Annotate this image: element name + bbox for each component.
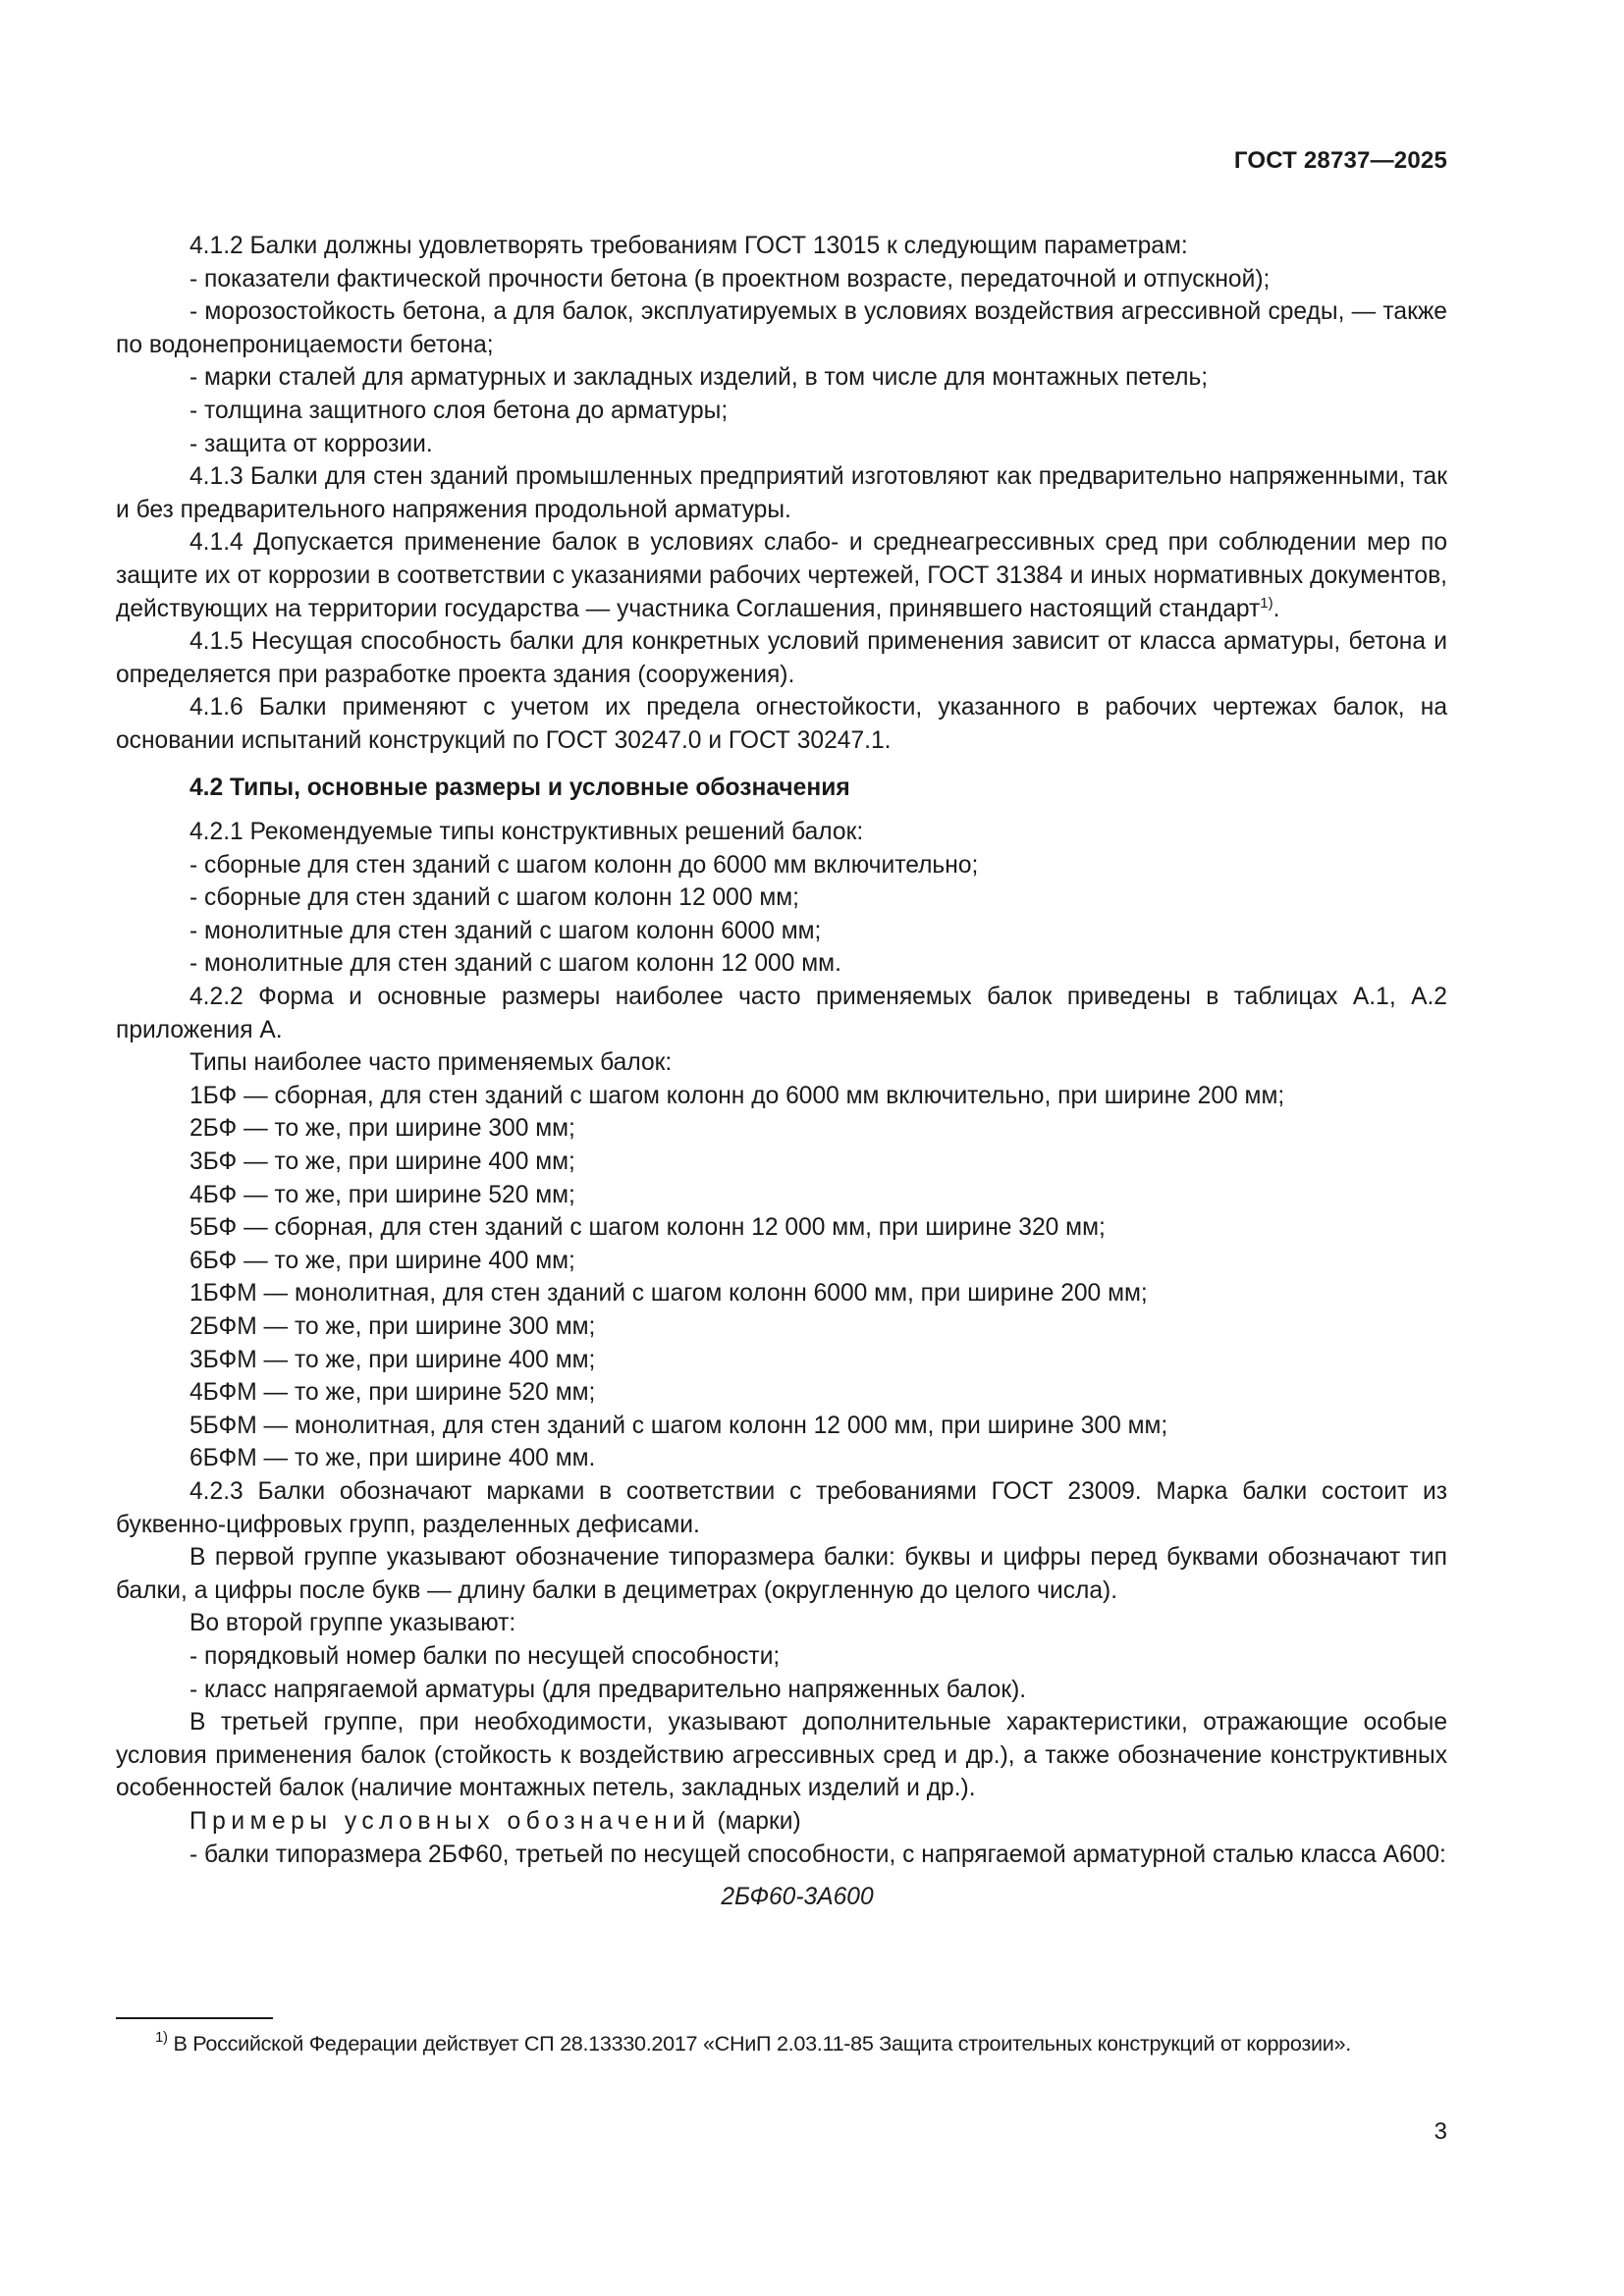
type-item: 5БФМ — монолитная, для стен зданий с шагом колонн 12 000 мм, при ширине 300 мм; xyxy=(189,1412,1168,1439)
paragraph-4-1-5: 4.1.5 Несущая способность балки для конкретных условий применения зависит от класса арматуры, бетона и определяется при разработке проекта здания (сооружения). xyxy=(116,628,1447,688)
paragraph-4-1-2: 4.1.2 Балки должны удовлетворять требованиям ГОСТ 13015 к следующим параметрам: xyxy=(189,233,1188,259)
list-item: - морозостойкость бетона, а для балок, эксплуатируемых в условиях воздействия агрессивной среды, — также по водонепроницаемости бетона; xyxy=(116,298,1447,358)
type-item: 2БФМ — то же, при ширине 300 мм; xyxy=(189,1313,596,1340)
paragraph-group-2: Во второй группе указывают: xyxy=(189,1610,516,1637)
section-heading-4-2: 4.2 Типы, основные размеры и условные обозначения xyxy=(189,774,850,801)
type-item: 1БФ — сборная, для стен зданий с шагом колонн до 6000 мм включительно, при ширине 200 мм; xyxy=(189,1082,1285,1109)
footnote-marker: 1) xyxy=(155,2029,168,2046)
example-item: - балки типоразмера 2БФ60, третьей по несущей способности, с напрягаемой арматурной сталью класса А600: xyxy=(189,1841,1446,1868)
list-item: - класс напрягаемой арматуры (для предварительно напряженных балок). xyxy=(189,1676,1027,1703)
examples-heading xyxy=(116,1805,1447,1839)
paragraph-4-1-3: 4.1.3 Балки для стен зданий промышленных предприятий изготовляют как предварительно напряженными, так и без предварительного напряжения продольной арматуры. xyxy=(116,463,1447,523)
example-formula: 2БФ60-3А600 xyxy=(721,1884,874,1911)
list-item: - сборные для стен зданий с шагом колонн до 6000 мм включительно; xyxy=(189,851,979,879)
types-intro: Типы наиболее часто применяемых балок: xyxy=(189,1049,673,1077)
examples-label: Примеры условных обозначений xyxy=(189,1807,711,1835)
list-item: - монолитные для стен зданий с шагом колонн 12 000 мм. xyxy=(189,950,841,978)
paragraph-group-3: В третьей группе, при необходимости, указывают дополнительные характеристики, отражающие особые условия применения балок (стойкость к воздействию агрессивных сред и др.), а также обозначение конструктивных особенностей балок (наличие монтажных петель, закладных изделий и др.). xyxy=(116,1709,1447,1802)
list-item: - толщина защитного слоя бетона до арматуры; xyxy=(189,397,729,424)
footnote xyxy=(116,2028,1447,2058)
examples-suffix: (марки) xyxy=(710,1807,801,1835)
paragraph-4-2-2: 4.2.2 Форма и основные размеры наиболее часто применяемых балок приведены в таблицах А.1, А.2 приложения А. xyxy=(116,984,1447,1043)
list-item: - марки сталей для арматурных и закладных изделий, в том числе для монтажных петель; xyxy=(189,364,1209,392)
paragraph-group-1: В первой группе указывают обозначение типоразмера балки: буквы и цифры перед буквами обозначают тип балки, а цифры после букв — длину балки в дециметрах (округленную до целого числа). xyxy=(116,1544,1447,1604)
list-item: - показатели фактической прочности бетона (в проектном возрасте, передаточной и отпускной); xyxy=(189,265,1271,293)
paragraph-4-1-4-end: . xyxy=(1272,595,1280,622)
document-body xyxy=(116,230,1447,1914)
type-item: 3БФМ — то же, при ширине 400 мм; xyxy=(189,1346,596,1373)
type-item: 3БФ — то же, при ширине 400 мм; xyxy=(189,1148,575,1176)
paragraph-4-1-6: 4.1.6 Балки применяют с учетом их предела огнестойкости, указанного в рабочих чертежах балок, на основании испытаний конструкций по ГОСТ 30247.0 и ГОСТ 30247.1. xyxy=(116,694,1447,754)
type-item: 2БФ — то же, при ширине 300 мм; xyxy=(189,1115,575,1143)
footnote-body: В Российской Федерации действует СП 28.13330.2017 «СНиП 2.03.11-85 Защита строительных конструкций от коррозии». xyxy=(167,2031,1351,2056)
paragraph-4-1-4-text: 4.1.4 Допускается применение балок в условиях слабо- и среднеагрессивных сред при соблюдении мер по защите их от коррозии в соответствии с указаниями рабочих чертежей, ГОСТ 31384 и иных нормативных документов, действующих на территории государства — участника Соглашения, принявшего настоящий стандарт xyxy=(116,529,1447,622)
type-item: 6БФ — то же, при ширине 400 мм; xyxy=(189,1247,575,1274)
type-item: 1БФМ — монолитная, для стен зданий с шагом колонн 6000 мм, при ширине 200 мм; xyxy=(189,1280,1148,1308)
footnote-separator xyxy=(116,2017,273,2019)
list-item: - сборные для стен зданий с шагом колонн 12 000 мм; xyxy=(189,884,799,912)
type-item: 5БФ — сборная, для стен зданий с шагом колонн 12 000 мм, при ширине 320 мм; xyxy=(189,1214,1106,1242)
type-item: 4БФМ — то же, при ширине 520 мм; xyxy=(189,1379,596,1407)
paragraph-4-2-3: 4.2.3 Балки обозначают марками в соответствии с требованиями ГОСТ 23009. Марка балки состоит из буквенно-цифровых групп, разделенных дефисами. xyxy=(116,1477,1447,1538)
list-item: - порядковый номер балки по несущей способности; xyxy=(189,1642,781,1670)
list-item: - защита от коррозии. xyxy=(189,430,433,457)
footnote-text xyxy=(116,2028,1447,2058)
paragraph-4-2-1: 4.2.1 Рекомендуемые типы конструктивных решений балок: xyxy=(189,819,864,846)
type-item: 4БФ — то же, при ширине 520 мм; xyxy=(189,1181,575,1208)
document-header: ГОСТ 28737—2025 xyxy=(1233,147,1447,174)
footnote-ref[interactable]: 1) xyxy=(1260,594,1273,612)
paragraph-4-1-4 xyxy=(116,526,1447,625)
page-number: 3 xyxy=(1434,2118,1447,2145)
list-item: - монолитные для стен зданий с шагом колонн 6000 мм; xyxy=(189,917,822,944)
type-item: 6БФМ — то же, при ширине 400 мм. xyxy=(189,1445,596,1472)
